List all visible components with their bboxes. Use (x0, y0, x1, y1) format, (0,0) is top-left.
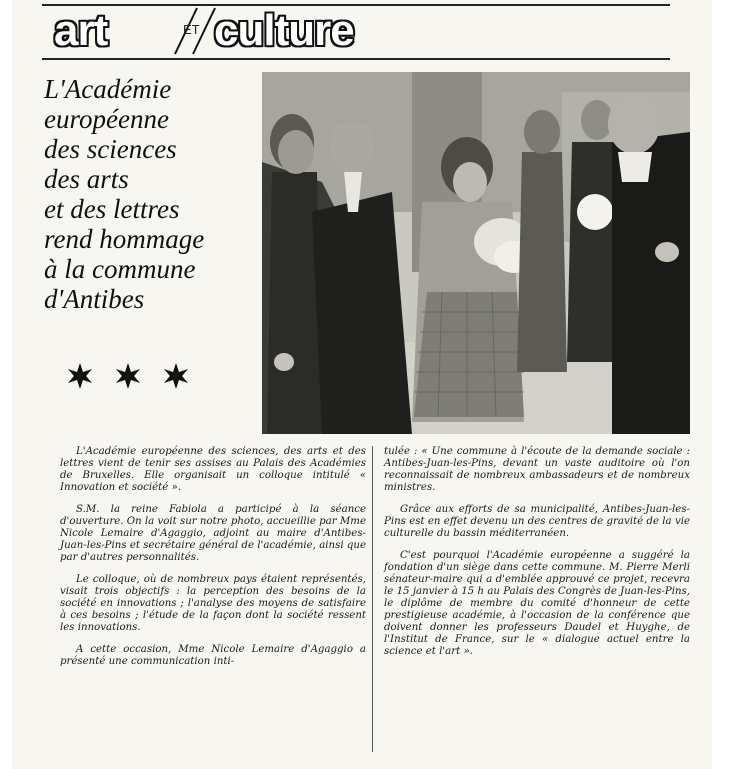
star-ornament (66, 360, 196, 397)
article-headline (44, 74, 259, 314)
reception-photo-illustration (262, 72, 690, 434)
headline-line: rend hommage (44, 224, 205, 254)
headline-line: d'Antibes (44, 284, 145, 314)
masthead-rule (42, 58, 670, 60)
article-column-right (384, 446, 690, 658)
headline-line: à la commune (44, 254, 196, 284)
news-photo (262, 72, 690, 434)
article-paragraph: A cette occasion, Mme Nicole Lemaire d'Agaggio a présenté une communication inti- (60, 644, 366, 667)
headline-line: des sciences (44, 134, 177, 164)
masthead-connector-text: ET (183, 22, 200, 37)
masthead-word-culture: culture (214, 6, 354, 55)
headline-line: des arts (44, 164, 129, 194)
masthead-connector (169, 6, 219, 56)
article-paragraph: L'Académie européenne des sciences, des arts et des lettres vient de tenir ses assises au Palais des Académies de Bruxelles. Elle organisait un colloque intitulé « Innovation et société ». (60, 446, 366, 493)
article-paragraph: Grâce aux efforts de sa municipalité, Antibes-Juan-les-Pins est en effet devenu un des centres de gravité de la vie culturelle du bassin méditerranéen. (384, 504, 690, 539)
article-paragraph: tulée : « Une commune à l'écoute de la demande sociale : Antibes-Juan-les-Pins, devant un vaste auditoire où l'on reconnaissait de nombreux ambassadeurs et de nombreux ministres. (384, 446, 690, 493)
article-paragraph: Le colloque, où de nombreux pays étaient représentés, visait trois objectifs : la perception des besoins de la société en innovations ; l'analyse des moyens de satisfaire à ces besoins ; l'étude de la façon dont la société ressent les innovations. (60, 574, 366, 633)
article-paragraph: S.M. la reine Fabiola a participé à la séance d'ouverture. On la voit sur notre photo, accueillie par Mme Nicole Lemaire d'Agaggio, adjoint au maire d'Antibes-Juan-les-Pins et secrétaire général de l'académie, ainsi que par d'autres personnalités. (60, 504, 366, 563)
article-column-left (60, 446, 366, 668)
article-paragraph: C'est pourquoi l'Académie européenne a suggéré la fondation d'un siège dans cette commune. M. Pierre Merli sénateur-maire qui a d'emblée approuvé ce projet, recevra le 15 janvier à 15 h au Palais des Congrès de Juan-les-Pins, le diplôme de membre du comité d'honneur de cette prestigieuse académie, à l'occasion de la conférence que doivent donner les professeurs Daudel et Huyghe, de l'Institut de France, sur le « dialogue actuel entre la science et l'art ». (384, 550, 690, 657)
headline-line: et des lettres (44, 194, 180, 224)
three-stars-icon (66, 360, 196, 392)
section-masthead (54, 6, 414, 56)
column-divider (372, 446, 373, 752)
headline-line: L'Académie (44, 74, 172, 104)
headline-line: européenne (44, 104, 169, 134)
masthead-word-art: art (54, 6, 108, 55)
